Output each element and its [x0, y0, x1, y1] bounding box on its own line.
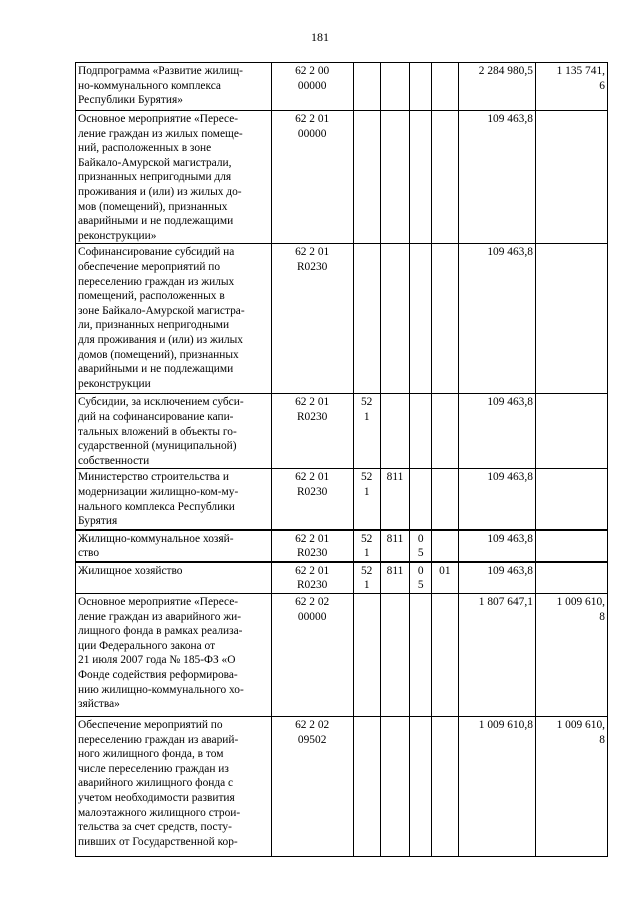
table-row [76, 111, 608, 244]
expense-type [353, 111, 380, 244]
ministry-code [380, 594, 410, 717]
amount-year-1: 109 463,8 [458, 562, 535, 594]
table-row [76, 469, 608, 530]
expense-type: 52 1 [353, 394, 380, 469]
section-code [410, 244, 432, 394]
expense-type: 52 1 [353, 530, 380, 562]
table-row [76, 530, 608, 562]
section-code: 0 5 [410, 530, 432, 562]
amount-year-2 [535, 244, 607, 394]
subsection-code [431, 530, 458, 562]
subsection-code [431, 63, 458, 111]
budget-table [75, 62, 608, 857]
target-code: 62 2 02 00000 [271, 594, 353, 717]
subsection-code [431, 111, 458, 244]
section-code [410, 469, 432, 530]
section-code: 0 5 [410, 562, 432, 594]
ministry-code: 811 [380, 562, 410, 594]
row-name: Жилищное хозяйство [76, 562, 272, 594]
target-code: 62 2 02 09502 [271, 717, 353, 857]
table-row [76, 594, 608, 717]
target-code: 62 2 01 R0230 [271, 530, 353, 562]
ministry-code [380, 394, 410, 469]
row-name: Основное мероприятие «Пересе- ление граждан из жилых помеще- ний, расположенных в зоне Байкало-Амурской магистрали, признанных непригодными для проживания и (или) из жилых до- мов (помещений), признанных аварийными и не подлежащими реконструкции» [76, 111, 272, 244]
row-name: Обеспечение мероприятий по переселению граждан из аварий- ного жилищного фонда, в том числе переселению граждан из аварийного жилищного фонда с учетом необходимости развития малоэтажного жилищного строи- тельства за счет средств, посту- пивших от Государственной кор- [76, 717, 272, 857]
amount-year-2: 1 009 610, 8 [535, 717, 607, 857]
subsection-code: 01 [431, 562, 458, 594]
amount-year-2 [535, 562, 607, 594]
amount-year-1: 109 463,8 [458, 394, 535, 469]
table-row [76, 244, 608, 394]
amount-year-2: 1 135 741, 6 [535, 63, 607, 111]
ministry-code [380, 244, 410, 394]
amount-year-2 [535, 530, 607, 562]
expense-type [353, 63, 380, 111]
row-name: Основное мероприятие «Пересе- ление граждан из аварийного жи- лищного фонда в рамках реализа- ции Федерального закона от 21 июля 2007 года № 185-ФЗ «О Фонде содействия реформирова- нию жилищно-коммунального хо- зяйства» [76, 594, 272, 717]
target-code: 62 2 01 R0230 [271, 469, 353, 530]
row-name: Субсидии, за исключением субси- дий на софинансирование капи- тальных вложений в объекты го- сударственной (муниципальной) собственности [76, 394, 272, 469]
subsection-code [431, 394, 458, 469]
target-code: 62 2 01 R0230 [271, 394, 353, 469]
target-code: 62 2 01 00000 [271, 111, 353, 244]
amount-year-1: 109 463,8 [458, 530, 535, 562]
amount-year-2: 1 009 610, 8 [535, 594, 607, 717]
ministry-code: 811 [380, 530, 410, 562]
row-name: Софинансирование субсидий на обеспечение мероприятий по переселению граждан из жилых помещений, расположенных в зоне Байкало-Амурской магистра- ли, признанных непригодными для проживания и (или) из жилых домов (помещений), признанных аварийными и не подлежащими реконструкции [76, 244, 272, 394]
target-code: 62 2 01 R0230 [271, 244, 353, 394]
amount-year-2 [535, 469, 607, 530]
target-code: 62 2 01 R0230 [271, 562, 353, 594]
amount-year-1: 2 284 980,5 [458, 63, 535, 111]
amount-year-2 [535, 111, 607, 244]
row-name: Министерство строительства и модернизации жилищно-ком-му- нального комплекса Республики Бурятия [76, 469, 272, 530]
amount-year-2 [535, 394, 607, 469]
section-code [410, 717, 432, 857]
table-row [76, 394, 608, 469]
expense-type [353, 717, 380, 857]
expense-type: 52 1 [353, 562, 380, 594]
table-row [76, 63, 608, 111]
expense-type [353, 244, 380, 394]
table-row [76, 562, 608, 594]
section-code [410, 394, 432, 469]
row-name: Жилищно-коммунальное хозяй- ство [76, 530, 272, 562]
amount-year-1: 109 463,8 [458, 469, 535, 530]
target-code: 62 2 00 00000 [271, 63, 353, 111]
expense-type [353, 594, 380, 717]
subsection-code [431, 469, 458, 530]
ministry-code: 811 [380, 469, 410, 530]
amount-year-1: 1 009 610,8 [458, 717, 535, 857]
page-number: 181 [311, 30, 329, 44]
table-row [76, 717, 608, 857]
section-code [410, 594, 432, 717]
expense-type: 52 1 [353, 469, 380, 530]
subsection-code [431, 244, 458, 394]
ministry-code [380, 111, 410, 244]
amount-year-1: 1 807 647,1 [458, 594, 535, 717]
amount-year-1: 109 463,8 [458, 244, 535, 394]
subsection-code [431, 717, 458, 857]
ministry-code [380, 717, 410, 857]
section-code [410, 111, 432, 244]
amount-year-1: 109 463,8 [458, 111, 535, 244]
section-code [410, 63, 432, 111]
row-name: Подпрограмма «Развитие жилищ- но-коммунального комплекса Республики Бурятия» [76, 63, 272, 111]
subsection-code [431, 594, 458, 717]
ministry-code [380, 63, 410, 111]
